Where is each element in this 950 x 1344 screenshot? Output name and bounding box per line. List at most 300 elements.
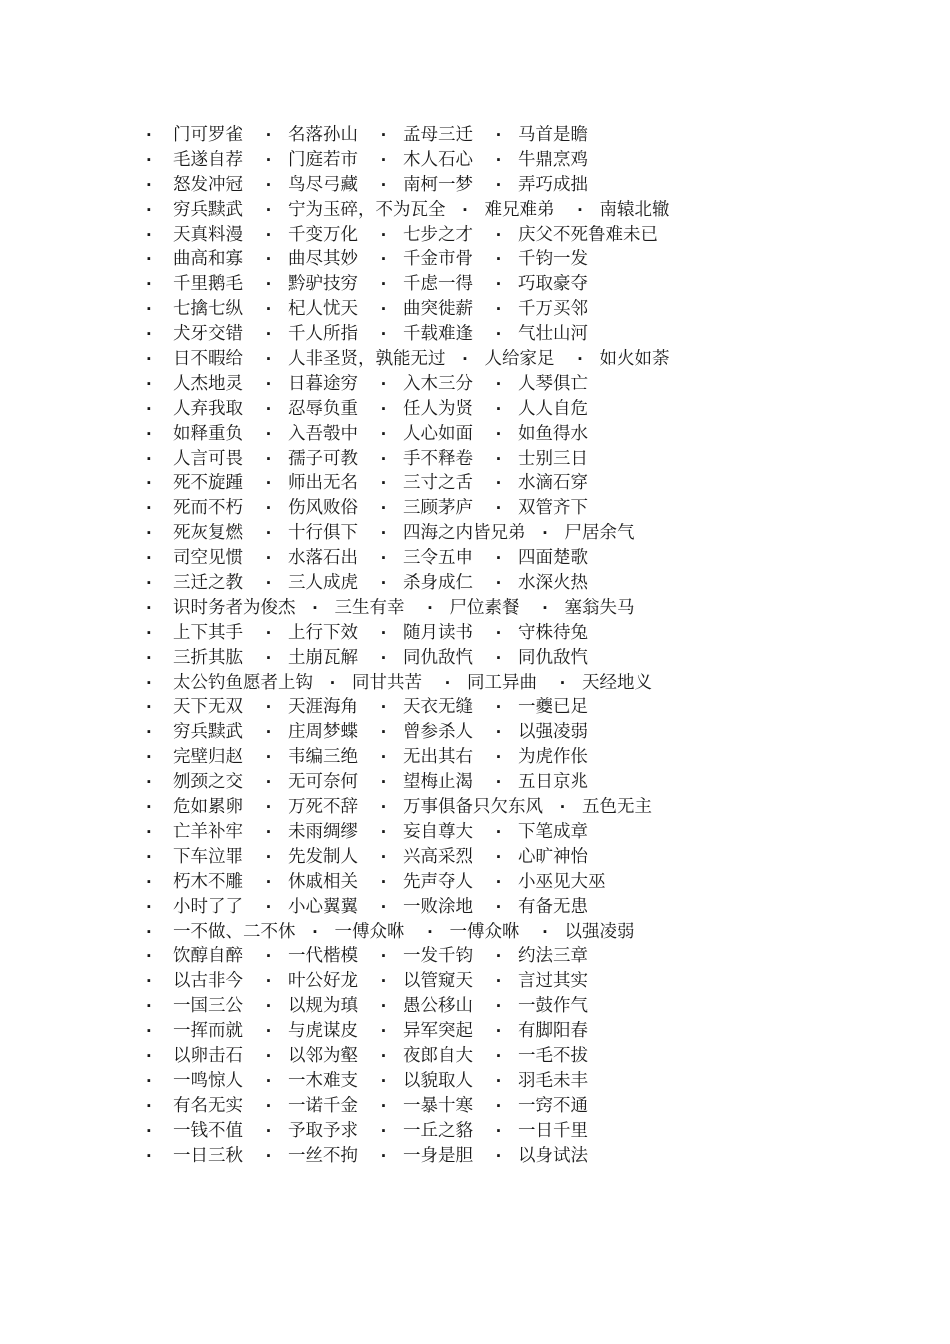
separator-dot-icon: · [380, 126, 387, 144]
bullet-icon: · [146, 150, 152, 169]
idiom-text: 杀身成仁 [403, 573, 473, 594]
bullet-icon: · [146, 947, 152, 966]
separator-dot-icon: · [380, 1022, 387, 1041]
idiom-row [146, 322, 926, 347]
bullet-icon: · [146, 623, 152, 642]
idiom-text: 门庭若市 [288, 149, 358, 170]
separator-dot-icon: · [265, 773, 272, 792]
separator-dot-icon: · [265, 325, 272, 344]
idiom-text: 与虎谋皮 [288, 1021, 358, 1042]
idiom-row [146, 1019, 926, 1044]
idiom-text: 人杰地灵 [173, 373, 243, 394]
separator-dot-icon: · [495, 250, 502, 269]
separator-dot-icon: · [380, 150, 387, 169]
idiom-text: 怒发冲冠 [173, 174, 243, 195]
bullet-icon: · [146, 598, 152, 617]
separator-dot-icon: · [380, 723, 387, 742]
idiom-text: 随月读书 [403, 622, 473, 643]
bullet-icon: · [146, 424, 152, 443]
idiom-text: 约法三章 [518, 946, 588, 967]
separator-dot-icon: · [380, 325, 387, 344]
idiom-text: 一夔已足 [518, 697, 588, 718]
idiom-row [146, 920, 926, 945]
idiom-text: 一发千钧 [403, 946, 473, 967]
idiom-text: 忍辱负重 [288, 398, 358, 419]
idiom-text: 先声夺人 [403, 871, 473, 892]
idiom-text: 弄巧成拙 [518, 174, 588, 195]
idiom-text: 四面楚歌 [518, 548, 588, 569]
idiom-text: 日不暇给 [173, 349, 243, 370]
idiom-row [146, 546, 926, 571]
idiom-text: 三迁之教 [173, 573, 243, 594]
idiom-text: 天下无双 [173, 697, 243, 718]
idiom-text: 以强凌弱 [564, 921, 635, 942]
separator-dot-icon: · [495, 897, 502, 916]
separator-dot-icon: · [265, 648, 272, 667]
idiom-text: 天真料漫 [173, 224, 243, 245]
idiom-text: 异军突起 [403, 1021, 473, 1042]
idiom-text: 巧取豪夺 [518, 274, 588, 295]
idiom-text: 千载难逢 [403, 324, 473, 345]
separator-dot-icon: · [265, 574, 272, 593]
idiom-text: 以规为瑱 [288, 996, 358, 1017]
separator-dot-icon: · [542, 922, 548, 941]
idiom-text: 天经地义 [582, 672, 652, 693]
idiom-text: 人人自危 [518, 398, 588, 419]
separator-dot-icon: · [495, 748, 502, 767]
idiom-text: 一不做、二不休 [173, 921, 296, 942]
idiom-row [146, 347, 926, 372]
idiom-text: 下车泣罪 [173, 846, 243, 867]
bullet-icon: · [146, 847, 152, 866]
idiom-text: 七擒七纵 [173, 299, 243, 320]
idiom-text: 一身是胆 [403, 1145, 473, 1166]
idiom-text: 南辕北辙 [599, 199, 670, 220]
idiom-text: 为虎作伥 [518, 747, 588, 768]
idiom-text: 一诺千金 [288, 1095, 358, 1116]
idiom-text: 千里鹅毛 [173, 274, 243, 295]
idiom-text: 识时务者为俊杰 [173, 597, 296, 618]
bullet-icon: · [146, 250, 152, 269]
idiom-text: 毛遂自荐 [173, 149, 243, 170]
bullet-icon: · [146, 773, 152, 792]
idiom-text: 穷兵黩武 [173, 722, 243, 743]
separator-dot-icon: · [380, 449, 387, 468]
idiom-text: 小时了了 [173, 896, 243, 917]
separator-dot-icon: · [495, 300, 502, 319]
bullet-icon: · [146, 1096, 152, 1115]
separator-dot-icon: · [495, 723, 502, 742]
idiom-text: 以貌取人 [403, 1070, 473, 1091]
bullet-icon: · [146, 499, 152, 518]
separator-dot-icon: · [380, 225, 387, 244]
separator-dot-icon: · [380, 872, 387, 891]
bullet-icon: · [146, 822, 152, 841]
idiom-row [146, 944, 926, 969]
idiom-text: 以强凌弱 [518, 722, 588, 743]
idiom-text: 心旷神怡 [518, 846, 588, 867]
idiom-row [146, 621, 926, 646]
separator-dot-icon: · [265, 1096, 272, 1115]
separator-dot-icon: · [380, 1071, 387, 1090]
idiom-text: 如火如荼 [599, 349, 670, 370]
bullet-icon: · [146, 872, 152, 891]
idiom-text: 双管齐下 [518, 498, 588, 519]
idiom-text: 饮醇自醉 [173, 946, 243, 967]
idiom-text: 三人成虎 [288, 573, 358, 594]
separator-dot-icon: · [380, 822, 387, 841]
idiom-text: 如释重负 [173, 423, 243, 444]
separator-dot-icon: · [380, 499, 387, 518]
idiom-text: 人心如面 [403, 423, 473, 444]
bullet-icon: · [146, 200, 152, 219]
idiom-text: 危如累卵 [173, 797, 243, 818]
idiom-text: 杞人忧天 [288, 299, 358, 320]
separator-dot-icon: · [380, 1096, 387, 1115]
idiom-text: 完壁归赵 [173, 747, 243, 768]
idiom-text: 太公钓鱼愿者上钩 [173, 672, 313, 693]
separator-dot-icon: · [265, 1022, 272, 1041]
separator-dot-icon: · [265, 150, 272, 169]
separator-dot-icon: · [495, 1071, 502, 1090]
idiom-text: 四海之内皆兄弟 [403, 523, 526, 544]
idiom-text: 一钱不值 [173, 1120, 243, 1141]
idiom-text: 千金市骨 [403, 249, 473, 270]
idiom-text: 一毛不拔 [518, 1045, 588, 1066]
idiom-row [146, 272, 926, 297]
separator-dot-icon: · [380, 648, 387, 667]
separator-dot-icon: · [427, 922, 433, 941]
bullet-icon: · [146, 748, 152, 767]
separator-dot-icon: · [495, 424, 502, 443]
separator-dot-icon: · [380, 399, 387, 418]
separator-dot-icon: · [542, 524, 548, 543]
idiom-text: 塞翁失马 [564, 597, 635, 618]
idiom-text: 予取予求 [288, 1120, 358, 1141]
separator-dot-icon: · [495, 972, 502, 991]
idiom-text: 孺子可教 [288, 448, 358, 469]
idiom-row [146, 795, 926, 820]
idiom-text: 马首是瞻 [518, 125, 588, 145]
idiom-text: 穷兵黩武 [173, 199, 243, 220]
idiom-text: 犬牙交错 [173, 324, 243, 345]
separator-dot-icon: · [380, 574, 387, 593]
idiom-text: 有名无实 [173, 1095, 243, 1116]
idiom-text: 一代楷模 [288, 946, 358, 967]
idiom-row [146, 247, 926, 272]
idiom-row [146, 1144, 926, 1169]
idiom-text: 羽毛未丰 [518, 1070, 588, 1091]
separator-dot-icon: · [265, 997, 272, 1016]
separator-dot-icon: · [462, 350, 468, 369]
idiom-text: 人弃我取 [173, 398, 243, 419]
separator-dot-icon: · [577, 200, 583, 219]
separator-dot-icon: · [265, 225, 272, 244]
separator-dot-icon: · [265, 399, 272, 418]
idiom-text: 一鼓作气 [518, 996, 588, 1017]
separator-dot-icon: · [265, 350, 272, 369]
idiom-row [146, 646, 926, 671]
bullet-icon: · [146, 449, 152, 468]
separator-dot-icon: · [265, 748, 272, 767]
idiom-row [146, 895, 926, 920]
bullet-icon: · [146, 972, 152, 991]
idiom-row [146, 671, 926, 696]
separator-dot-icon: · [495, 175, 502, 194]
separator-dot-icon: · [495, 374, 502, 393]
bullet-icon: · [146, 225, 152, 244]
separator-dot-icon: · [265, 424, 272, 443]
idiom-text: 七步之才 [403, 224, 473, 245]
idiom-text: 千人所指 [288, 324, 358, 345]
idiom-row [146, 1069, 926, 1094]
idiom-row [146, 1044, 926, 1069]
idiom-text: 木人石心 [403, 149, 473, 170]
idiom-text: 曲高和寡 [173, 249, 243, 270]
separator-dot-icon: · [380, 300, 387, 319]
idiom-text: 人言可畏 [173, 448, 243, 469]
idiom-row [146, 422, 926, 447]
idiom-text: 休戚相关 [288, 871, 358, 892]
idiom-row [146, 571, 926, 596]
idiom-text: 入吾彀中 [288, 423, 358, 444]
separator-dot-icon: · [380, 947, 387, 966]
separator-dot-icon: · [495, 1121, 502, 1140]
separator-dot-icon: · [380, 798, 387, 817]
separator-dot-icon: · [380, 897, 387, 916]
idiom-text: 死而不朽 [173, 498, 243, 519]
separator-dot-icon: · [495, 150, 502, 169]
bullet-icon: · [146, 175, 152, 194]
idiom-text: 一暴十寒 [403, 1095, 473, 1116]
separator-dot-icon: · [312, 598, 318, 617]
idiom-text: 曾参杀人 [403, 722, 473, 743]
separator-dot-icon: · [265, 1046, 272, 1065]
separator-dot-icon: · [495, 325, 502, 344]
idiom-text: 庆父不死鲁难未已 [518, 224, 658, 245]
idiom-text: 日暮途穷 [288, 373, 358, 394]
bullet-icon: · [146, 897, 152, 916]
separator-dot-icon: · [265, 822, 272, 841]
idiom-text: 人给家足 [484, 349, 555, 370]
idiom-text: 名落孙山 [288, 125, 358, 145]
idiom-text: 死灰复燃 [173, 523, 243, 544]
idiom-row [146, 870, 926, 895]
separator-dot-icon: · [427, 598, 433, 617]
separator-dot-icon: · [329, 673, 336, 692]
idiom-text: 尸居余气 [564, 523, 635, 544]
bullet-icon: · [146, 1071, 152, 1090]
idiom-text: 妄自尊大 [403, 821, 473, 842]
separator-dot-icon: · [380, 524, 387, 543]
idiom-text: 人非圣贤，孰能无过 [288, 349, 446, 370]
idiom-text: 司空见惯 [173, 548, 243, 569]
idiom-text: 一日三秋 [173, 1145, 243, 1166]
idiom-row [146, 148, 926, 173]
idiom-text: 愚公移山 [403, 996, 473, 1017]
idiom-text: 五色无主 [582, 797, 652, 818]
bullet-icon: · [146, 1022, 152, 1041]
separator-dot-icon: · [380, 698, 387, 717]
bullet-icon: · [146, 549, 152, 568]
idiom-text: 一败涂地 [403, 896, 473, 917]
separator-dot-icon: · [495, 1146, 502, 1165]
idiom-text: 以管窥天 [403, 971, 473, 992]
idiom-text: 望梅止渴 [403, 772, 473, 793]
idiom-text: 以身试法 [518, 1145, 588, 1166]
idiom-text: 任人为贤 [403, 398, 473, 419]
bullet-icon: · [146, 524, 152, 543]
idiom-row [146, 223, 926, 248]
idiom-text: 水落石出 [288, 548, 358, 569]
separator-dot-icon: · [495, 449, 502, 468]
idiom-text: 人琴俱亡 [518, 373, 588, 394]
bullet-icon: · [146, 374, 152, 393]
separator-dot-icon: · [380, 1121, 387, 1140]
idiom-text: 鸟尽弓藏 [288, 174, 358, 195]
separator-dot-icon: · [380, 250, 387, 269]
idiom-text: 一傅众咻 [449, 921, 520, 942]
separator-dot-icon: · [265, 499, 272, 518]
idiom-row [146, 845, 926, 870]
separator-dot-icon: · [495, 499, 502, 518]
separator-dot-icon: · [265, 872, 272, 891]
idiom-text: 一挥而就 [173, 1021, 243, 1042]
bullet-icon: · [146, 574, 152, 593]
idiom-text: 同甘共苦 [352, 672, 422, 693]
separator-dot-icon: · [265, 623, 272, 642]
idiom-text: 千钧一发 [518, 249, 588, 270]
idiom-text: 天衣无缝 [403, 697, 473, 718]
idiom-row [146, 695, 926, 720]
separator-dot-icon: · [495, 847, 502, 866]
separator-dot-icon: · [495, 773, 502, 792]
separator-dot-icon: · [265, 897, 272, 916]
idiom-row [146, 372, 926, 397]
idiom-text: 曲突徙薪 [403, 299, 473, 320]
idiom-text: 门可罗雀 [173, 125, 243, 145]
separator-dot-icon: · [542, 598, 548, 617]
separator-dot-icon: · [265, 474, 272, 493]
separator-dot-icon: · [495, 648, 502, 667]
idiom-text: 同仇敌忾 [403, 647, 473, 668]
idiom-text: 难兄难弟 [484, 199, 555, 220]
idiom-text: 一傅众咻 [334, 921, 405, 942]
separator-dot-icon: · [265, 698, 272, 717]
separator-dot-icon: · [265, 126, 272, 144]
idiom-text: 一日千里 [518, 1120, 588, 1141]
idiom-row [146, 496, 926, 521]
idiom-text: 三生有幸 [334, 597, 405, 618]
separator-dot-icon: · [495, 275, 502, 294]
separator-dot-icon: · [495, 549, 502, 568]
idiom-text: 三折其肱 [173, 647, 243, 668]
idiom-text: 孟母三迁 [403, 125, 473, 145]
idiom-list [146, 123, 926, 1168]
idiom-text: 三令五申 [403, 548, 473, 569]
idiom-text: 土崩瓦解 [288, 647, 358, 668]
idiom-text: 伤风败俗 [288, 498, 358, 519]
idiom-row [146, 521, 926, 546]
separator-dot-icon: · [265, 947, 272, 966]
separator-dot-icon: · [380, 623, 387, 642]
idiom-text: 一鸣惊人 [173, 1070, 243, 1091]
idiom-text: 千变万化 [288, 224, 358, 245]
idiom-text: 万死不辞 [288, 797, 358, 818]
idiom-row [146, 994, 926, 1019]
bullet-icon: · [146, 1046, 152, 1065]
idiom-row [146, 471, 926, 496]
idiom-row [146, 198, 926, 223]
idiom-text: 亡羊补牢 [173, 821, 243, 842]
idiom-row [146, 397, 926, 422]
idiom-text: 有脚阳春 [518, 1021, 588, 1042]
idiom-text: 黔驴技穷 [288, 274, 358, 295]
separator-dot-icon: · [265, 374, 272, 393]
idiom-text: 一窍不通 [518, 1095, 588, 1116]
separator-dot-icon: · [380, 549, 387, 568]
idiom-row [146, 1094, 926, 1119]
idiom-text: 宁为玉碎，不为瓦全 [288, 199, 446, 220]
idiom-text: 同工异曲 [467, 672, 537, 693]
separator-dot-icon: · [265, 798, 272, 817]
idiom-text: 入木三分 [403, 373, 473, 394]
separator-dot-icon: · [312, 922, 318, 941]
idiom-text: 以古非今 [173, 971, 243, 992]
separator-dot-icon: · [265, 1121, 272, 1140]
separator-dot-icon: · [495, 1096, 502, 1115]
idiom-text: 牛鼎烹鸡 [518, 149, 588, 170]
idiom-text: 一国三公 [173, 996, 243, 1017]
idiom-text: 以卵击石 [173, 1045, 243, 1066]
idiom-text: 千万买邻 [518, 299, 588, 320]
separator-dot-icon: · [380, 175, 387, 194]
idiom-text: 师出无名 [288, 473, 358, 494]
idiom-text: 天涯海角 [288, 697, 358, 718]
idiom-text: 水深火热 [518, 573, 588, 594]
bullet-icon: · [146, 126, 152, 144]
separator-dot-icon: · [495, 822, 502, 841]
separator-dot-icon: · [462, 200, 468, 219]
idiom-text: 兴高采烈 [403, 846, 473, 867]
idiom-text: 以邻为壑 [288, 1045, 358, 1066]
idiom-text: 水滴石穿 [518, 473, 588, 494]
idiom-text: 小心翼翼 [288, 896, 358, 917]
separator-dot-icon: · [380, 474, 387, 493]
separator-dot-icon: · [559, 673, 566, 692]
idiom-row [146, 1119, 926, 1144]
separator-dot-icon: · [444, 673, 451, 692]
separator-dot-icon: · [265, 250, 272, 269]
idiom-row [146, 969, 926, 994]
idiom-text: 未雨绸缪 [288, 821, 358, 842]
idiom-text: 上行下效 [288, 622, 358, 643]
idiom-text: 一丘之貉 [403, 1120, 473, 1141]
idiom-row [146, 820, 926, 845]
bullet-icon: · [146, 300, 152, 319]
idiom-text: 朽木不雕 [173, 871, 243, 892]
separator-dot-icon: · [495, 399, 502, 418]
separator-dot-icon: · [265, 1071, 272, 1090]
idiom-text: 三寸之舌 [403, 473, 473, 494]
idiom-row [146, 720, 926, 745]
separator-dot-icon: · [265, 972, 272, 991]
separator-dot-icon: · [380, 773, 387, 792]
separator-dot-icon: · [495, 623, 502, 642]
idiom-row [146, 297, 926, 322]
bullet-icon: · [146, 1146, 152, 1165]
idiom-text: 庄周梦蝶 [288, 722, 358, 743]
